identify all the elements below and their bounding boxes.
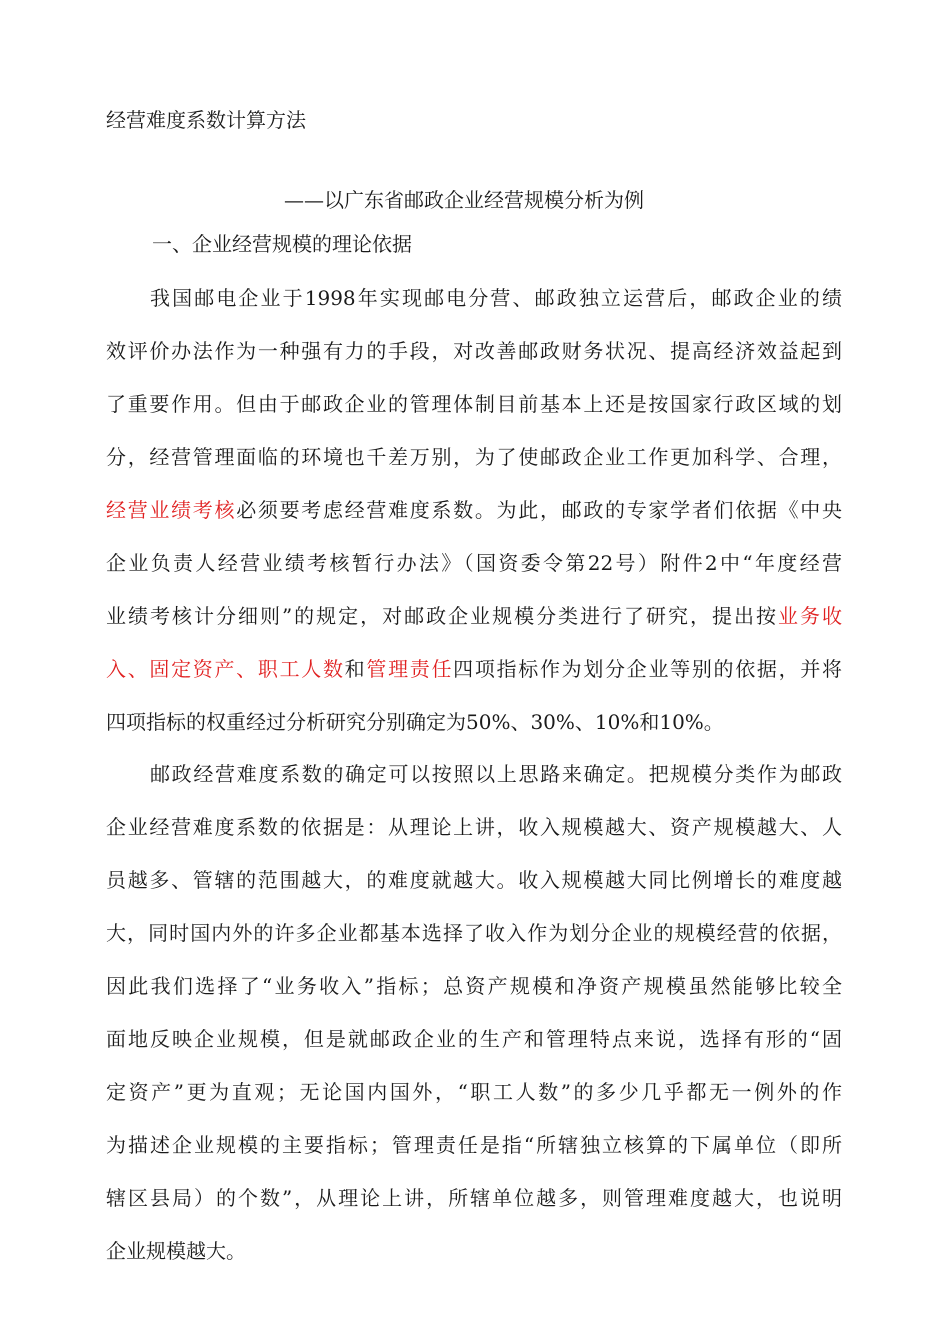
paragraph-line bbox=[106, 484, 842, 537]
document-subtitle: ——以广东省邮政企业经营规模分析为例 bbox=[284, 188, 644, 212]
paragraph-line: 效评价办法作为一种强有力的手段，对改善邮政财务状况、提高经济效益起到 bbox=[106, 339, 842, 363]
paragraph-line bbox=[106, 643, 842, 696]
paragraph-1 bbox=[106, 272, 842, 749]
line-text: 必须要考虑经营难度系数。为此，邮政的专家学者们依据《中央 bbox=[236, 498, 843, 522]
highlight-term: 入、固定资产、职工人数 bbox=[106, 657, 345, 681]
line-text: 业绩考核计分细则”的规定，对邮政企业规模分类进行了研究，提出按 bbox=[106, 604, 779, 628]
paragraph-line: 辖区县局）的个数”，从理论上讲，所辖单位越多，则管理难度越大，也说明 bbox=[106, 1186, 842, 1210]
paragraph-line: 分，经营管理面临的环境也千差万别，为了使邮政企业工作更加科学、合理， bbox=[106, 445, 842, 469]
paragraph-line: 大，同时国内外的许多企业都基本选择了收入作为划分企业的规模经营的依据， bbox=[106, 921, 842, 945]
paragraph-2 bbox=[106, 748, 842, 1278]
paragraph-line: 因此我们选择了“业务收入”指标；总资产规模和净资产规模虽然能够比较全 bbox=[106, 974, 842, 998]
paragraph-line: 定资产”更为直观；无论国内国外，“职工人数”的多少几乎都无一例外的作 bbox=[106, 1080, 842, 1104]
paragraph-line: 企业规模越大。 bbox=[106, 1239, 246, 1263]
paragraph-line: 面地反映企业规模，但是就邮政企业的生产和管理特点来说，选择有形的“固 bbox=[106, 1027, 842, 1051]
paragraph-line: 四项指标的权重经过分析研究分别确定为50%、30%、10%和10%。 bbox=[106, 710, 724, 734]
paragraph-line: 为描述企业规模的主要指标；管理责任是指“所辖独立核算的下属单位（即所 bbox=[106, 1133, 842, 1157]
section-heading: 一、企业经营规模的理论依据 bbox=[152, 232, 412, 256]
paragraph-line: 我国邮电企业于1998年实现邮电分营、邮政独立运营后，邮政企业的绩 bbox=[150, 286, 842, 310]
paragraph-line: 员越多、管辖的范围越大，的难度就越大。收入规模越大同比例增长的难度越 bbox=[106, 868, 842, 892]
paragraph-line: 企业经营难度系数的依据是：从理论上讲，收入规模越大、资产规模越大、人 bbox=[106, 815, 842, 839]
paragraph-line: 了重要作用。但由于邮政企业的管理体制目前基本上还是按国家行政区域的划 bbox=[106, 392, 842, 416]
line-text: 和 bbox=[344, 657, 367, 681]
line-text: 四项指标作为划分企业等别的依据，并将 bbox=[453, 657, 843, 681]
highlight-term: 经营业绩考核 bbox=[106, 498, 237, 522]
paragraph-line bbox=[106, 590, 842, 643]
document-title: 经营难度系数计算方法 bbox=[106, 108, 306, 132]
paragraph-line: 邮政经营难度系数的确定可以按照以上思路来确定。把规模分类作为邮政 bbox=[150, 762, 842, 786]
highlight-term: 管理责任 bbox=[366, 657, 454, 681]
highlight-term: 业务收 bbox=[778, 604, 843, 628]
paragraph-line: 企业负责人经营业绩考核暂行办法》（国资委令第22号）附件2中“年度经营 bbox=[106, 551, 842, 575]
